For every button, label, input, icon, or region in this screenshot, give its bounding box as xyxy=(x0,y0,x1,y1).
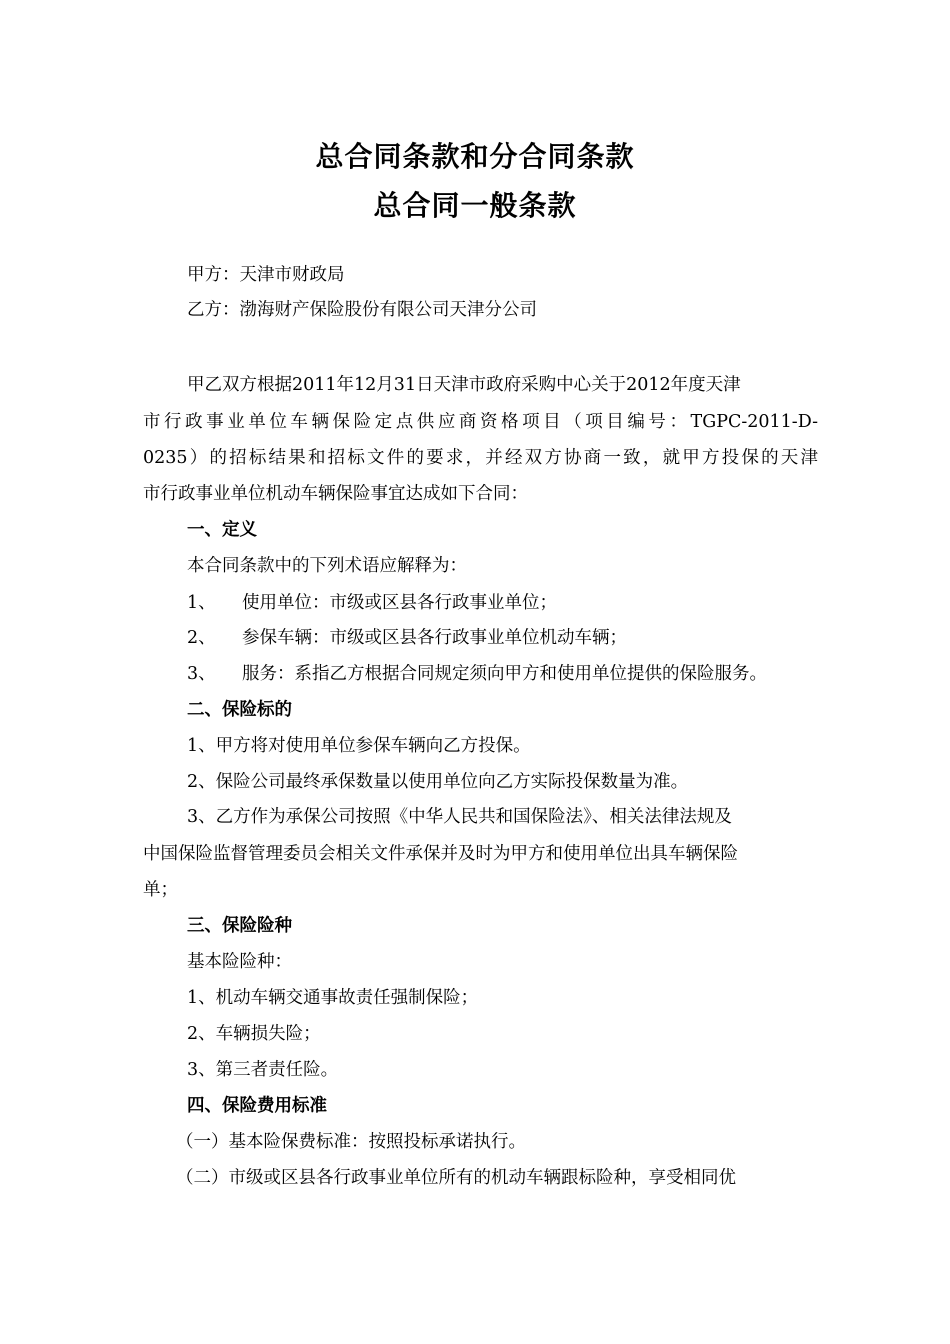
list-item: 3、乙方作为承保公司按照《中华人民共和国保险法》、相关法律法规及 xyxy=(187,807,732,827)
insurance-lead: 基本险险种： xyxy=(187,952,292,972)
item-text: 服务：系指乙方根据合同规定须向甲方和使用单位提供的保险服务。 xyxy=(242,664,767,684)
list-item: 1、甲方将对使用单位参保车辆向乙方投保。 xyxy=(187,736,531,756)
item-text: 参保车辆：市级或区县各行政事业单位机动车辆； xyxy=(242,628,627,648)
section-heading: 二、保险标的 xyxy=(187,700,292,720)
item-number: 1、 xyxy=(187,593,216,613)
item-number: 2、 xyxy=(187,628,216,648)
definition-item xyxy=(187,591,557,615)
section-heading: 四、保险费用标准 xyxy=(187,1096,327,1116)
section-heading: 一、定义 xyxy=(187,520,257,540)
list-item: （二）市级或区县各行政事业单位所有的机动车辆跟标险种，享受相同优 xyxy=(176,1168,736,1188)
list-item: 2、保险公司最终承保数量以使用单位向乙方实际投保数量为准。 xyxy=(187,772,689,792)
intro-line: 市行政事业单位车辆保险定点供应商资格项目（项目编号：TGPC-2011-D- xyxy=(143,412,818,432)
definition-lead: 本合同条款中的下列术语应解释为： xyxy=(187,556,467,576)
definition-item xyxy=(187,662,767,686)
list-item: （一）基本险保费标准：按照投标承诺执行。 xyxy=(176,1132,526,1152)
item-text: 使用单位：市级或区县各行政事业单位； xyxy=(242,593,557,613)
party-b: 乙方：渤海财产保险股份有限公司天津分公司 xyxy=(187,300,537,320)
section-heading: 三、保险险种 xyxy=(187,916,292,936)
list-item-continuation: 单； xyxy=(143,880,178,900)
definition-item xyxy=(187,626,627,650)
intro-line: 0235）的招标结果和招标文件的要求，并经双方协商一致，就甲方投保的天津 xyxy=(143,448,818,468)
page-title: 总合同条款和分合同条款 xyxy=(315,140,635,173)
list-item: 3、第三者责任险。 xyxy=(187,1060,339,1080)
intro-line: 甲乙双方根据2011年12月31日天津市政府采购中心关于2012年度天津 xyxy=(187,375,741,395)
list-item: 2、车辆损失险； xyxy=(187,1024,321,1044)
list-item: 1、机动车辆交通事故责任强制保险； xyxy=(187,988,479,1008)
party-a: 甲方：天津市财政局 xyxy=(187,265,345,285)
intro-line: 市行政事业单位机动车辆保险事宜达成如下合同： xyxy=(143,484,528,504)
list-item-continuation: 中国保险监督管理委员会相关文件承保并及时为甲方和使用单位出具车辆保险 xyxy=(143,844,738,864)
page-subtitle: 总合同一般条款 xyxy=(373,189,577,222)
item-number: 3、 xyxy=(187,664,216,684)
